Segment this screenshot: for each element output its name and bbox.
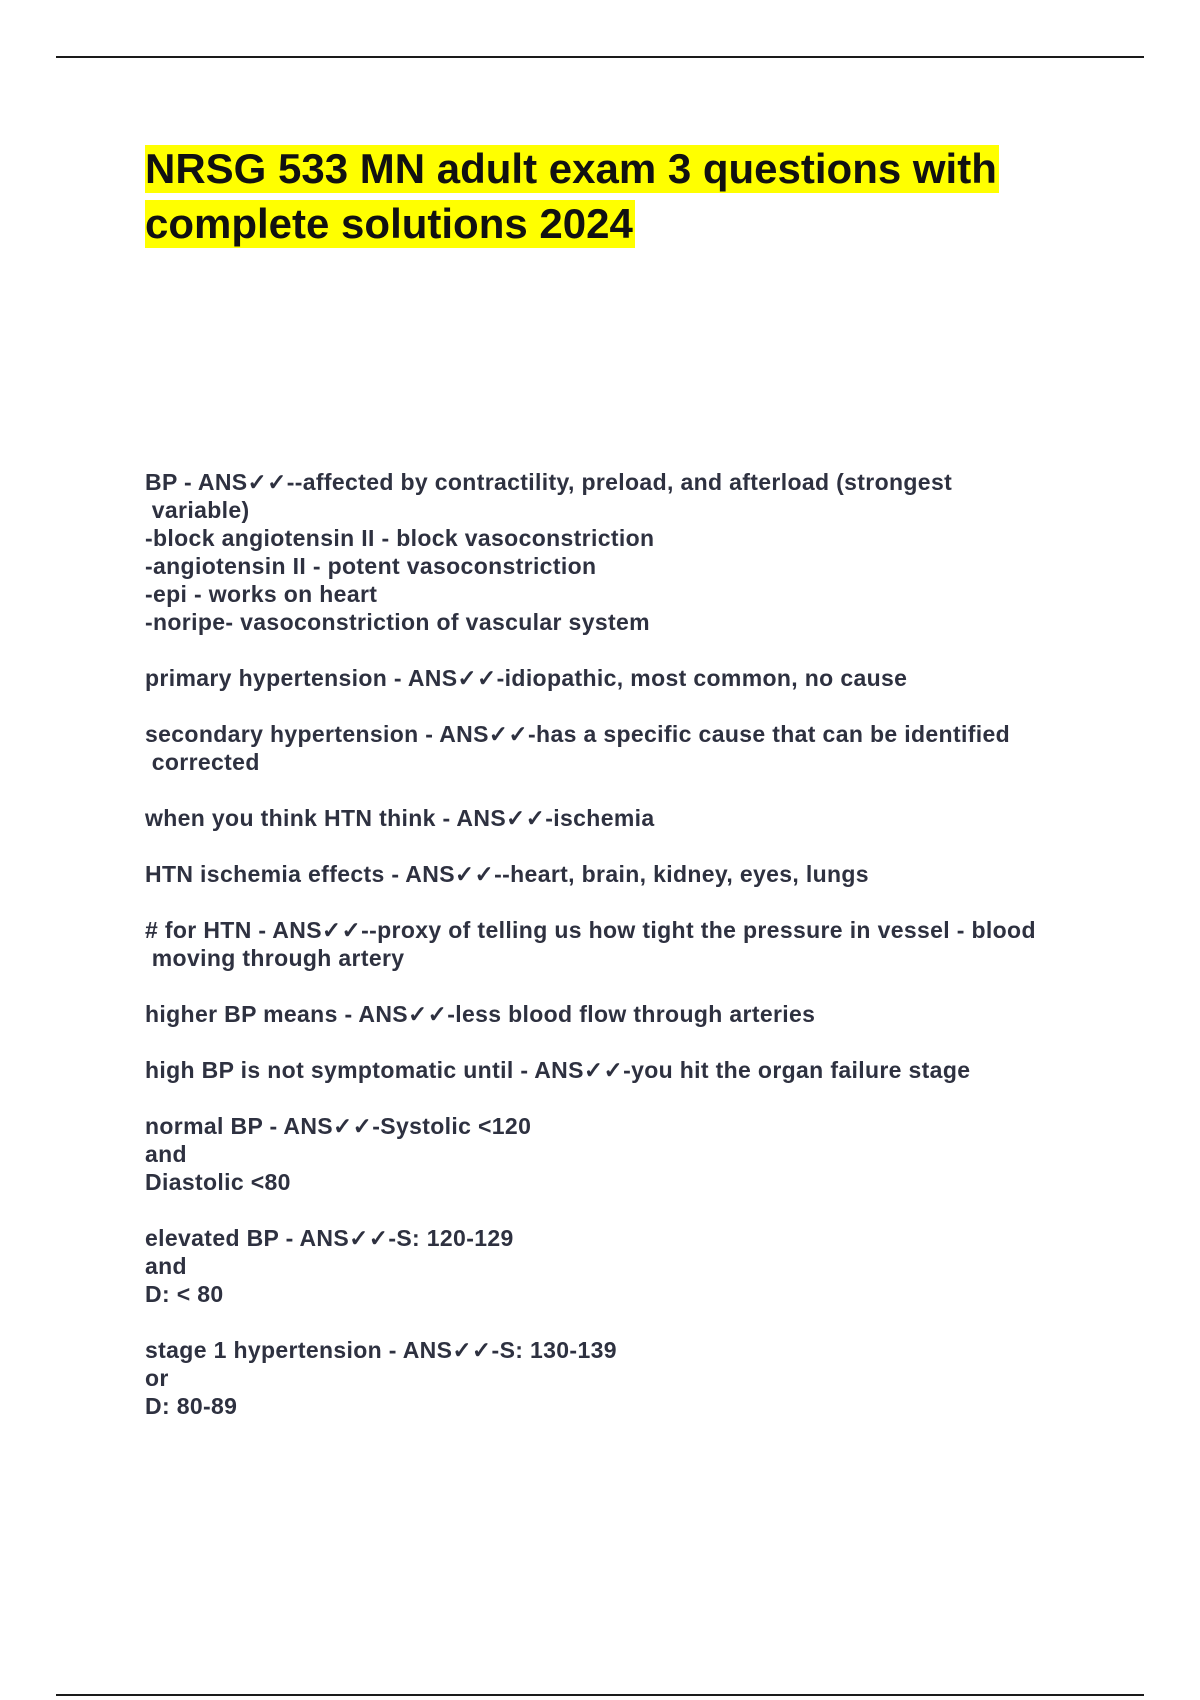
document-title-text: NRSG 533 MN adult exam 3 questions with complete solutions 2024 bbox=[145, 145, 997, 247]
qa-list bbox=[145, 468, 1095, 1448]
qa-line: or bbox=[145, 1365, 169, 1391]
qa-line: corrected bbox=[145, 749, 260, 775]
qa-entry bbox=[145, 860, 1095, 888]
qa-line: and bbox=[145, 1141, 187, 1167]
qa-line: D: 80-89 bbox=[145, 1393, 238, 1419]
qa-entry bbox=[145, 1336, 1095, 1420]
qa-entry bbox=[145, 1112, 1095, 1196]
qa-line: primary hypertension - ANS✓✓-idiopathic, most common, no cause bbox=[145, 665, 908, 691]
qa-line: -angiotensin II - potent vasoconstriction bbox=[145, 553, 597, 579]
qa-entry bbox=[145, 804, 1095, 832]
qa-line: normal BP - ANS✓✓-Systolic <120 bbox=[145, 1113, 532, 1139]
qa-line: HTN ischemia effects - ANS✓✓--heart, brain, kidney, eyes, lungs bbox=[145, 861, 869, 887]
qa-line: and bbox=[145, 1253, 187, 1279]
qa-line: high BP is not symptomatic until - ANS✓✓-you hit the organ failure stage bbox=[145, 1057, 971, 1083]
qa-line: Diastolic <80 bbox=[145, 1169, 291, 1195]
qa-line: -epi - works on heart bbox=[145, 581, 378, 607]
top-rule bbox=[56, 56, 1144, 58]
qa-line: when you think HTN think - ANS✓✓-ischemia bbox=[145, 805, 655, 831]
qa-line: secondary hypertension - ANS✓✓-has a specific cause that can be identified bbox=[145, 721, 1010, 747]
qa-line: BP - ANS✓✓--affected by contractility, preload, and afterload (strongest bbox=[145, 469, 953, 495]
qa-line: elevated BP - ANS✓✓-S: 120-129 bbox=[145, 1225, 514, 1251]
qa-entry bbox=[145, 664, 1095, 692]
qa-entry bbox=[145, 720, 1095, 776]
qa-line: higher BP means - ANS✓✓-less blood flow through arteries bbox=[145, 1001, 816, 1027]
qa-line: stage 1 hypertension - ANS✓✓-S: 130-139 bbox=[145, 1337, 617, 1363]
document-title bbox=[145, 141, 1105, 251]
qa-entry bbox=[145, 1056, 1095, 1084]
qa-line: D: < 80 bbox=[145, 1281, 224, 1307]
bottom-rule bbox=[56, 1694, 1144, 1696]
qa-line: moving through artery bbox=[145, 945, 405, 971]
qa-entry bbox=[145, 916, 1095, 972]
qa-line: # for HTN - ANS✓✓--proxy of telling us how tight the pressure in vessel - blood bbox=[145, 917, 1036, 943]
qa-line: -block angiotensin II - block vasoconstriction bbox=[145, 525, 655, 551]
qa-entry bbox=[145, 1224, 1095, 1308]
title-block bbox=[145, 141, 1105, 251]
qa-line: -noripe- vasoconstriction of vascular system bbox=[145, 609, 650, 635]
qa-line: variable) bbox=[145, 497, 250, 523]
qa-entry bbox=[145, 468, 1095, 636]
qa-entry bbox=[145, 1000, 1095, 1028]
